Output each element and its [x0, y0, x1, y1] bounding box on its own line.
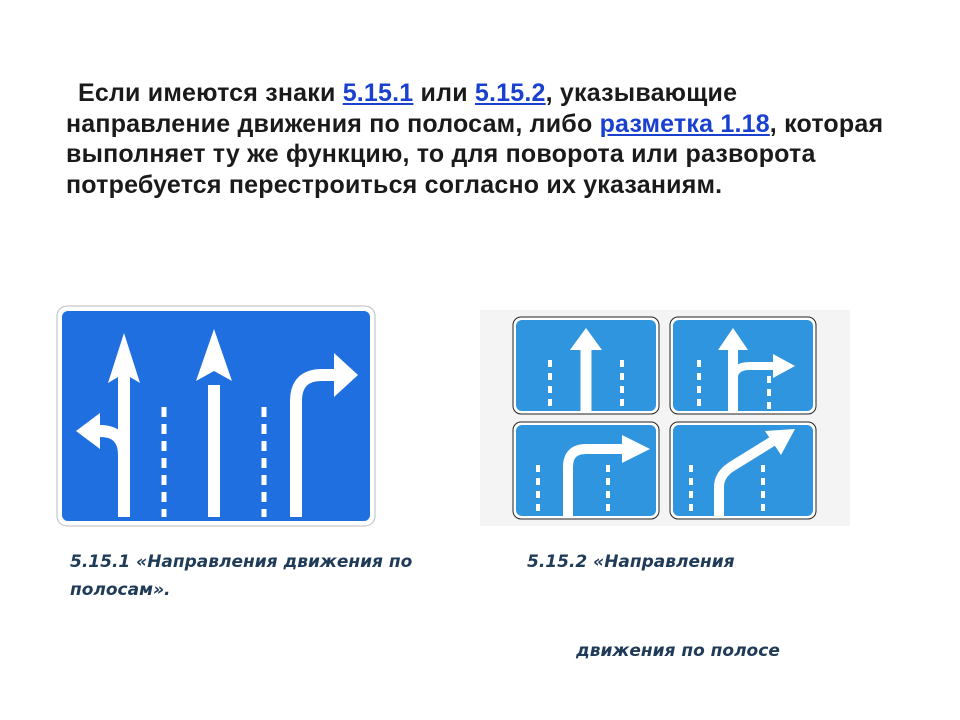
caption-5-15-1	[70, 548, 470, 604]
link-5-15-2[interactable]: 5.15.2	[474, 79, 546, 107]
sign-5-15-2-straight	[512, 316, 660, 415]
sign-5-15-2-straight-right	[669, 316, 817, 415]
caption-5-15-2-line2: движения по полосе	[576, 641, 780, 661]
paragraph-text-4: , которая выполняет ту же функцию, то для поворота или разворота потребуется перестроиться согласно их указаниям.	[66, 109, 884, 199]
link-marking-1-18[interactable]: разметка 1.18	[599, 109, 770, 138]
paragraph-text-3: , указывающие направление движения по полосам, либо	[66, 79, 738, 138]
sign-5-15-2-group	[480, 310, 850, 526]
caption-5-15-2-line1: 5.15.2 «Направления	[527, 552, 735, 572]
link-5-15-1[interactable]: 5.15.1	[342, 79, 414, 107]
sign-5-15-1-image	[56, 305, 376, 527]
caption-5-15-1-line2: полосам».	[70, 580, 171, 600]
paragraph-text-1: Если имеются знаки	[78, 79, 343, 107]
sign-5-15-2-diagonal	[669, 421, 817, 520]
caption-5-15-1-line1: 5.15.1 «Направления движения по	[70, 552, 413, 572]
paragraph-text-2: или	[413, 79, 475, 107]
intro-paragraph	[66, 78, 886, 200]
sign-5-15-2-right-turn	[512, 421, 660, 520]
